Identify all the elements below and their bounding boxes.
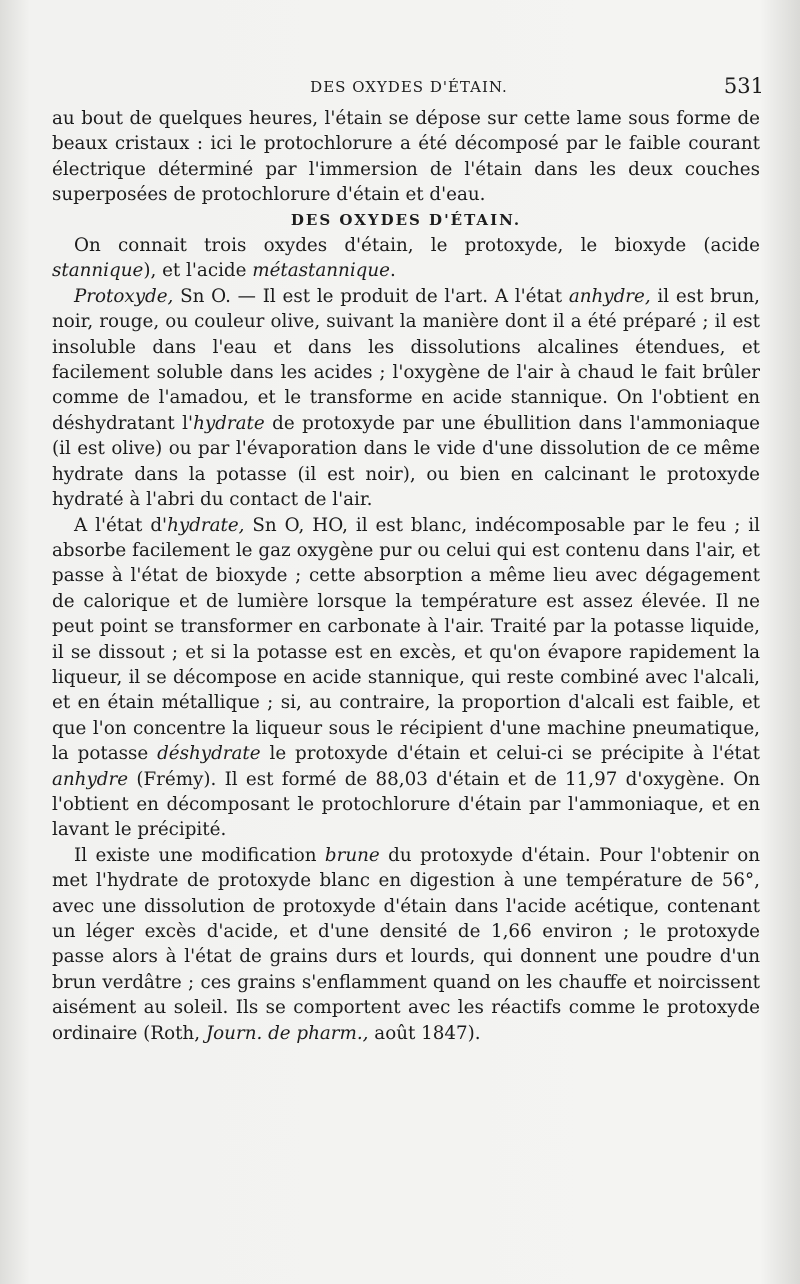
paragraph-brown-modification — [52, 843, 760, 1046]
body-text — [52, 106, 760, 1046]
text-run: (Frémy). Il est formé de 88,03 d'étain et de 11,97 d'oxygène. On l'obtient en décomposant le protochlorure d'étain par l'ammoniaque, et en lavant le précipité. — [52, 768, 760, 841]
italic-term: hydrate, — [167, 514, 245, 536]
italic-term: brune — [324, 844, 380, 866]
text-run: . — [389, 260, 396, 282]
italic-citation: Journ. de pharm., — [205, 1022, 369, 1044]
text-run: il est brun, noir, rouge, ou couleur olive, suivant la manière dont il a été préparé ; il est insoluble dans l'eau et dans les dissolutions alcalines étendues, et facilement soluble dans les acides ; l'oxygène de l'air à chaud le fait brûler comme de l'amadou, et le transforme en acide stannique. On l'obtient en déshydratant l' — [52, 285, 760, 434]
text-run: On connait trois oxydes d'étain, le protoxyde, le bioxyde (acide — [74, 235, 760, 257]
text-run: le protoxyde d'étain et celui-ci se précipite à l'état — [260, 743, 761, 765]
italic-term: déshydrate — [157, 743, 261, 765]
italic-term: hydrate — [193, 412, 265, 434]
text-run: ), et l'acide — [143, 260, 253, 282]
paragraph-continuation: au bout de quelques heures, l'étain se dépose sur cette lame sous forme de beaux cristaux : ici le protochlorure a été décomposé par le faible courant électrique déterminé par l'immersion de l'étain dans les deux couches superposées de protochlorure d'étain et d'eau. — [52, 108, 760, 206]
running-title: DES OXYDES D'ÉTAIN. — [310, 78, 508, 96]
italic-term: anhydre, — [568, 285, 651, 307]
text-run: A l'état d' — [74, 514, 168, 536]
paragraph-protoxyde — [52, 284, 760, 513]
text-run: Sn O. — Il est le produit de l'art. A l'état — [173, 285, 569, 307]
section-heading: DES OXYDES D'ÉTAIN. — [290, 210, 522, 229]
italic-term: Protoxyde, — [74, 285, 174, 307]
paragraph-intro — [52, 233, 760, 284]
page-number: 531 — [723, 74, 764, 98]
page-header — [54, 74, 764, 102]
text-run: août 1847). — [368, 1022, 481, 1044]
italic-term: anhydre — [52, 768, 129, 790]
italic-term: stannique — [52, 260, 144, 282]
text-run: Sn O, HO, il est blanc, indécomposable par le feu ; il absorbe facilement le gaz oxygène pur ou celui qui est contenu dans l'air, et passe à l'état de bioxyde ; cette absorption a même lieu avec dégagement de calorique et de lumière lorsque la température est assez élevée. Il ne peut point se transformer en carbonate à l'air. Traité par la potasse liquide, il se dissout ; et si la potasse est en excès, et qu'on évapore rapidement la liqueur, il se décompose en acide stannique, qui reste combiné avec l'alcali, et en étain métallique ; si, au contraire, la proportion d'alcali est faible, et que l'on concentre la liqueur sous le récipient d'une machine pneumatique, la potasse — [52, 514, 760, 765]
text-run: Il existe une modification — [74, 844, 325, 866]
paragraph-hydrate — [52, 513, 760, 843]
italic-term: métastannique — [252, 260, 390, 282]
text-run: de protoxyde par une ébullition dans l'ammoniaque (il est olive) ou par l'évaporation dans le vide d'une dissolution de ce même hydrate dans la potasse (il est noir), ou bien en calcinant le protoxyde hydraté à l'abri du contact de l'air. — [52, 412, 760, 511]
text-run: du protoxyde d'étain. Pour l'obtenir on met l'hydrate de protoxyde blanc en digestion à une température de 56°, avec une dissolution de protoxyde d'étain dans l'acide acétique, contenant un léger excès d'acide, et d'une densité de 1,66 environ ; le protoxyde passe alors à l'état de grains durs et lourds, qui donnent une poudre d'un brun verdâtre ; ces grains s'enflamment quand on les chauffe et noircissent aisément au soleil. Ils se comportent avec les réactifs comme le protoxyde ordinaire (Roth, — [52, 844, 760, 1044]
